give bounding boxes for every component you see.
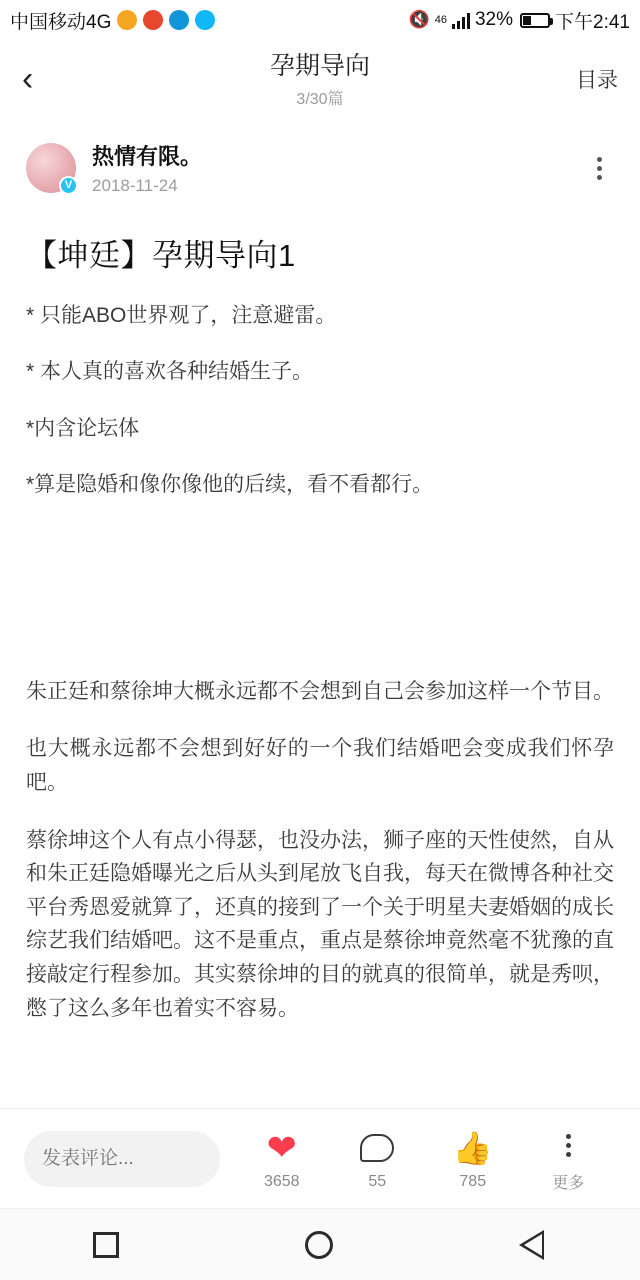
comment-bubble-icon (360, 1127, 394, 1169)
battery-percent-label: 32% (474, 9, 514, 30)
article-note: *算是隐婚和像你像他的后续，看不看都行。 (26, 473, 434, 497)
article-note: *内含论坛体 (26, 416, 140, 440)
battery-icon (520, 13, 550, 28)
nav-title-group (0, 46, 640, 109)
comment-input[interactable] (24, 1131, 220, 1187)
bottom-action-bar (0, 1108, 640, 1208)
mute-icon: 🔇 (408, 10, 430, 29)
author-row (26, 140, 614, 196)
verified-badge-icon: V (59, 176, 78, 195)
more-vertical-icon (566, 1124, 571, 1166)
thumbs-up-button[interactable] (435, 1127, 511, 1191)
action-buttons (220, 1124, 616, 1193)
qq-icon (195, 10, 215, 30)
status-bar (0, 0, 640, 40)
clock-label: 下午2:41 (555, 11, 630, 33)
catalog-button[interactable]: 目录 (576, 69, 618, 92)
like-count: 3658 (263, 1172, 300, 1190)
article-paragraph: 也大概永远都不会想到好好的一个我们结婚吧会变成我们怀孕吧。 (26, 737, 614, 794)
weibo-icon (117, 10, 137, 30)
square-recents-icon[interactable] (93, 1232, 119, 1258)
article-note: * 本人真的喜欢各种结婚生子。 (26, 360, 314, 384)
red-app-icon (143, 10, 163, 30)
triangle-back-icon[interactable] (519, 1230, 547, 1260)
circle-home-icon[interactable] (305, 1231, 333, 1259)
author-name[interactable]: 热情有限。 (92, 144, 203, 169)
more-button[interactable] (530, 1124, 606, 1193)
page-title: 孕期导向 (269, 52, 370, 80)
alipay-icon (169, 10, 189, 30)
comment-count: 55 (368, 1172, 387, 1190)
signal-icon (452, 11, 470, 29)
content-spacer (26, 501, 614, 651)
article-paragraph: 蔡徐坤这个人有点小得瑟，也没办法，狮子座的天性使然，自从和朱正廷隐婚曝光之后从头到尾放飞自我，每天在微博各种社交平台秀恩爱就算了，还真的接到了一个关于明星夫妻婚姻的成长综艺我们结婚吧。这不是重点，重点是蔡徐坤竟然毫不犹豫的直接敲定行程参加。其实蔡徐坤的目的就真的很简单，就是秀呗，憋了这么多年也着实不容易。 (26, 828, 614, 1020)
system-navigation-bar (0, 1208, 640, 1280)
article-note: * 只能ABO世界观了，注意避雷。 (26, 304, 337, 327)
thumbs-up-count: 785 (459, 1172, 487, 1190)
page-subtitle: 3/30篇 (296, 91, 344, 108)
thumbs-up-icon: 👍 (452, 1129, 493, 1166)
status-bar-right (409, 7, 630, 34)
avatar[interactable] (26, 143, 76, 193)
comment-button[interactable] (339, 1127, 415, 1191)
author-meta (92, 140, 202, 196)
more-vertical-icon[interactable] (584, 148, 614, 188)
article-paragraph: 朱正廷和蔡徐坤大概永远都不会想到自己会参加这样一个节目。 (26, 679, 614, 703)
back-chevron-icon[interactable]: ‹ (22, 60, 34, 98)
carrier-label: 中国移动4G (10, 11, 112, 33)
heart-icon: ❤ (266, 1126, 297, 1168)
network-type-label: 46 (434, 13, 447, 26)
status-bar-left (10, 7, 215, 34)
top-navigation-bar (0, 40, 640, 118)
publish-date: 2018-11-24 (92, 176, 178, 195)
article-title: 【坤廷】孕期导向1 (26, 238, 296, 273)
article-content (0, 118, 640, 1108)
like-button[interactable] (244, 1127, 320, 1191)
more-label: 更多 (552, 1175, 585, 1192)
